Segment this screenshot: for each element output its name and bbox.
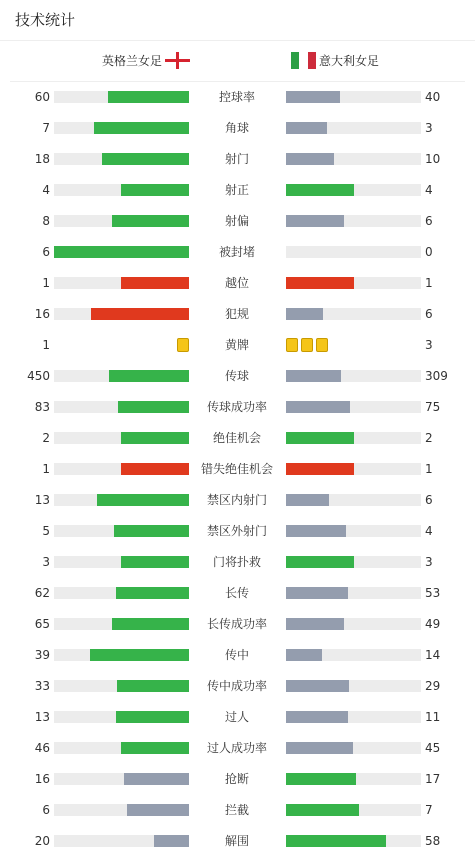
stat-row	[0, 707, 475, 727]
home-bar-track	[54, 618, 189, 630]
away-value: 309	[425, 369, 448, 383]
yellow-card-icon	[286, 338, 298, 352]
away-bar-fill	[286, 742, 353, 754]
home-bar-track	[54, 215, 189, 227]
stat-row	[0, 769, 475, 789]
stat-row	[0, 490, 475, 510]
home-value: 1	[42, 338, 50, 352]
stat-row	[0, 87, 475, 107]
home-value: 450	[27, 369, 50, 383]
home-value: 62	[34, 586, 50, 600]
home-value: 2	[42, 431, 50, 445]
stat-row	[0, 614, 475, 634]
away-bar-track	[286, 680, 421, 692]
home-bar-track	[54, 122, 189, 134]
home-value: 33	[34, 679, 50, 693]
away-value: 11	[425, 710, 441, 724]
home-value: 1	[42, 462, 50, 476]
away-bar-fill	[286, 711, 348, 723]
away-bar-fill	[286, 215, 344, 227]
away-bar-fill	[286, 680, 349, 692]
away-value: 1	[425, 276, 433, 290]
home-bar-track	[54, 246, 189, 258]
yellow-card-icon	[301, 338, 313, 352]
stat-row	[0, 552, 475, 572]
away-yellow-cards	[286, 338, 328, 352]
away-bar-fill	[286, 277, 354, 289]
home-bar-track	[54, 742, 189, 754]
stat-label: 禁区内射门	[206, 493, 267, 507]
away-value: 4	[425, 524, 433, 538]
home-bar-track	[54, 91, 189, 103]
home-value: 83	[34, 400, 50, 414]
stat-label: 射门	[224, 152, 249, 166]
stat-row	[0, 831, 475, 851]
away-value: 2	[425, 431, 433, 445]
away-bar-track	[286, 711, 421, 723]
stat-label: 传球成功率	[206, 400, 267, 414]
away-bar-fill	[286, 835, 386, 847]
away-bar-fill	[286, 494, 329, 506]
away-bar-fill	[286, 370, 341, 382]
home-bar-track	[54, 711, 189, 723]
stat-label: 传球	[224, 369, 249, 383]
away-bar-track	[286, 153, 421, 165]
home-bar-track	[54, 432, 189, 444]
stat-label: 禁区外射门	[206, 524, 267, 538]
stat-row	[0, 304, 475, 324]
away-value: 1	[425, 462, 433, 476]
stat-label: 射正	[224, 183, 249, 197]
away-bar-track	[286, 215, 421, 227]
stat-row	[0, 738, 475, 758]
home-bar-fill	[54, 246, 189, 258]
away-bar-track	[286, 649, 421, 661]
home-bar-fill	[127, 804, 189, 816]
stat-label: 越位	[224, 276, 249, 290]
stat-label: 传中成功率	[206, 679, 267, 693]
away-value: 17	[425, 772, 441, 786]
away-bar-track	[286, 308, 421, 320]
home-value: 8	[42, 214, 50, 228]
home-bar-fill	[102, 153, 189, 165]
stat-row	[0, 583, 475, 603]
away-bar-track	[286, 122, 421, 134]
away-bar-fill	[286, 91, 340, 103]
stat-label: 错失绝佳机会	[200, 462, 273, 476]
away-bar-track	[286, 401, 421, 413]
stat-label: 解围	[224, 834, 249, 848]
away-bar-track	[286, 91, 421, 103]
away-bar-fill	[286, 649, 322, 661]
stat-row	[0, 273, 475, 293]
home-bar-fill	[112, 215, 189, 227]
away-bar-fill	[286, 122, 327, 134]
away-value: 45	[425, 741, 441, 755]
england-flag-icon	[165, 52, 190, 69]
away-value: 3	[425, 555, 433, 569]
away-bar-track	[286, 804, 421, 816]
home-bar-fill	[121, 463, 189, 475]
stat-row	[0, 335, 475, 355]
home-bar-track	[54, 308, 189, 320]
home-value: 6	[42, 803, 50, 817]
stat-label: 被封堵	[218, 245, 255, 259]
home-bar-track	[54, 401, 189, 413]
home-bar-fill	[121, 556, 189, 568]
stat-label: 拦截	[224, 803, 249, 817]
away-value: 6	[425, 307, 433, 321]
away-bar-track	[286, 835, 421, 847]
stat-row	[0, 428, 475, 448]
home-bar-fill	[117, 680, 189, 692]
yellow-card-icon	[177, 338, 189, 352]
home-bar-fill	[97, 494, 189, 506]
away-bar-track	[286, 587, 421, 599]
home-bar-fill	[121, 277, 189, 289]
home-bar-track	[54, 184, 189, 196]
home-bar-fill	[90, 649, 189, 661]
home-value: 6	[42, 245, 50, 259]
away-value: 6	[425, 214, 433, 228]
home-value: 13	[34, 710, 50, 724]
away-bar-fill	[286, 184, 354, 196]
stat-row	[0, 118, 475, 138]
away-bar-track	[286, 277, 421, 289]
away-bar-track	[286, 618, 421, 630]
away-value: 3	[425, 338, 433, 352]
page-title: 技术统计	[15, 11, 76, 29]
away-bar-fill	[286, 463, 354, 475]
home-bar-track	[54, 835, 189, 847]
away-bar-fill	[286, 401, 350, 413]
home-value: 7	[42, 121, 50, 135]
home-bar-fill	[154, 835, 189, 847]
stat-row	[0, 180, 475, 200]
away-value: 10	[425, 152, 441, 166]
home-value: 13	[34, 493, 50, 507]
stat-row	[0, 149, 475, 169]
stat-label: 黄牌	[224, 338, 249, 352]
stat-label: 门将扑救	[212, 555, 261, 569]
away-bar-track	[286, 370, 421, 382]
stat-label: 抢断	[224, 772, 249, 786]
stat-label: 角球	[224, 121, 249, 135]
home-value: 65	[34, 617, 50, 631]
away-bar-fill	[286, 587, 348, 599]
stat-label: 控球率	[218, 90, 255, 104]
home-bar-track	[54, 463, 189, 475]
home-bar-fill	[121, 184, 189, 196]
stat-row	[0, 366, 475, 386]
stat-row	[0, 242, 475, 262]
away-bar-fill	[286, 618, 344, 630]
away-bar-fill	[286, 432, 354, 444]
home-bar-fill	[124, 773, 189, 785]
away-value: 6	[425, 493, 433, 507]
away-bar-fill	[286, 153, 334, 165]
away-bar-fill	[286, 556, 354, 568]
away-bar-track	[286, 463, 421, 475]
home-value: 4	[42, 183, 50, 197]
home-value: 3	[42, 555, 50, 569]
away-bar-track	[286, 773, 421, 785]
home-bar-fill	[121, 742, 189, 754]
home-bar-track	[54, 649, 189, 661]
away-bar-fill	[286, 525, 346, 537]
away-value: 29	[425, 679, 441, 693]
home-bar-track	[54, 153, 189, 165]
away-bar-track	[286, 742, 421, 754]
home-bar-fill	[116, 711, 189, 723]
stat-label: 过人成功率	[206, 741, 267, 755]
home-bar-track	[54, 804, 189, 816]
home-bar-track	[54, 773, 189, 785]
stat-label: 过人	[224, 710, 249, 724]
home-bar-track	[54, 370, 189, 382]
home-value: 1	[42, 276, 50, 290]
away-value: 75	[425, 400, 441, 414]
stat-label: 射偏	[224, 214, 249, 228]
home-value: 18	[34, 152, 50, 166]
stat-row	[0, 645, 475, 665]
away-value: 0	[425, 245, 433, 259]
home-bar-track	[54, 494, 189, 506]
stat-label: 犯规	[224, 307, 249, 321]
away-value: 4	[425, 183, 433, 197]
home-team-name: 英格兰女足	[102, 54, 163, 68]
home-bar-fill	[114, 525, 189, 537]
home-value: 5	[42, 524, 50, 538]
home-bar-fill	[118, 401, 189, 413]
home-bar-track	[54, 556, 189, 568]
away-bar-track	[286, 556, 421, 568]
away-bar-track	[286, 525, 421, 537]
stat-row	[0, 397, 475, 417]
away-team-name: 意大利女足	[319, 54, 380, 68]
away-value: 14	[425, 648, 441, 662]
home-bar-track	[54, 680, 189, 692]
away-value: 53	[425, 586, 441, 600]
stat-row	[0, 211, 475, 231]
away-bar-track	[286, 432, 421, 444]
home-bar-fill	[108, 91, 189, 103]
stat-row	[0, 676, 475, 696]
away-bar-track	[286, 494, 421, 506]
home-value: 20	[34, 834, 50, 848]
away-bar-track	[286, 246, 421, 258]
home-value: 16	[34, 307, 50, 321]
away-value: 40	[425, 90, 441, 104]
stat-row	[0, 459, 475, 479]
home-yellow-cards	[177, 338, 189, 352]
home-value: 60	[34, 90, 50, 104]
home-bar-track	[54, 525, 189, 537]
home-bar-fill	[109, 370, 189, 382]
stat-label: 绝佳机会	[212, 431, 261, 445]
home-value: 16	[34, 772, 50, 786]
stat-label: 传中	[224, 648, 249, 662]
stat-row	[0, 800, 475, 820]
home-value: 46	[34, 741, 50, 755]
stat-label: 长传成功率	[206, 617, 267, 631]
away-bar-track	[286, 184, 421, 196]
away-bar-fill	[286, 308, 323, 320]
away-bar-fill	[286, 773, 356, 785]
home-bar-track	[54, 277, 189, 289]
italy-flag-icon	[291, 52, 316, 69]
away-bar-fill	[286, 804, 359, 816]
away-value: 49	[425, 617, 441, 631]
home-bar-fill	[91, 308, 189, 320]
stat-row	[0, 521, 475, 541]
away-value: 7	[425, 803, 433, 817]
home-value: 39	[34, 648, 50, 662]
home-bar-fill	[121, 432, 189, 444]
away-value: 58	[425, 834, 441, 848]
stat-label: 长传	[224, 586, 249, 600]
home-bar-fill	[94, 122, 189, 134]
yellow-card-icon	[316, 338, 328, 352]
home-bar-fill	[112, 618, 189, 630]
away-value: 3	[425, 121, 433, 135]
teams-header	[10, 41, 465, 82]
home-bar-fill	[116, 587, 189, 599]
home-bar-track	[54, 587, 189, 599]
